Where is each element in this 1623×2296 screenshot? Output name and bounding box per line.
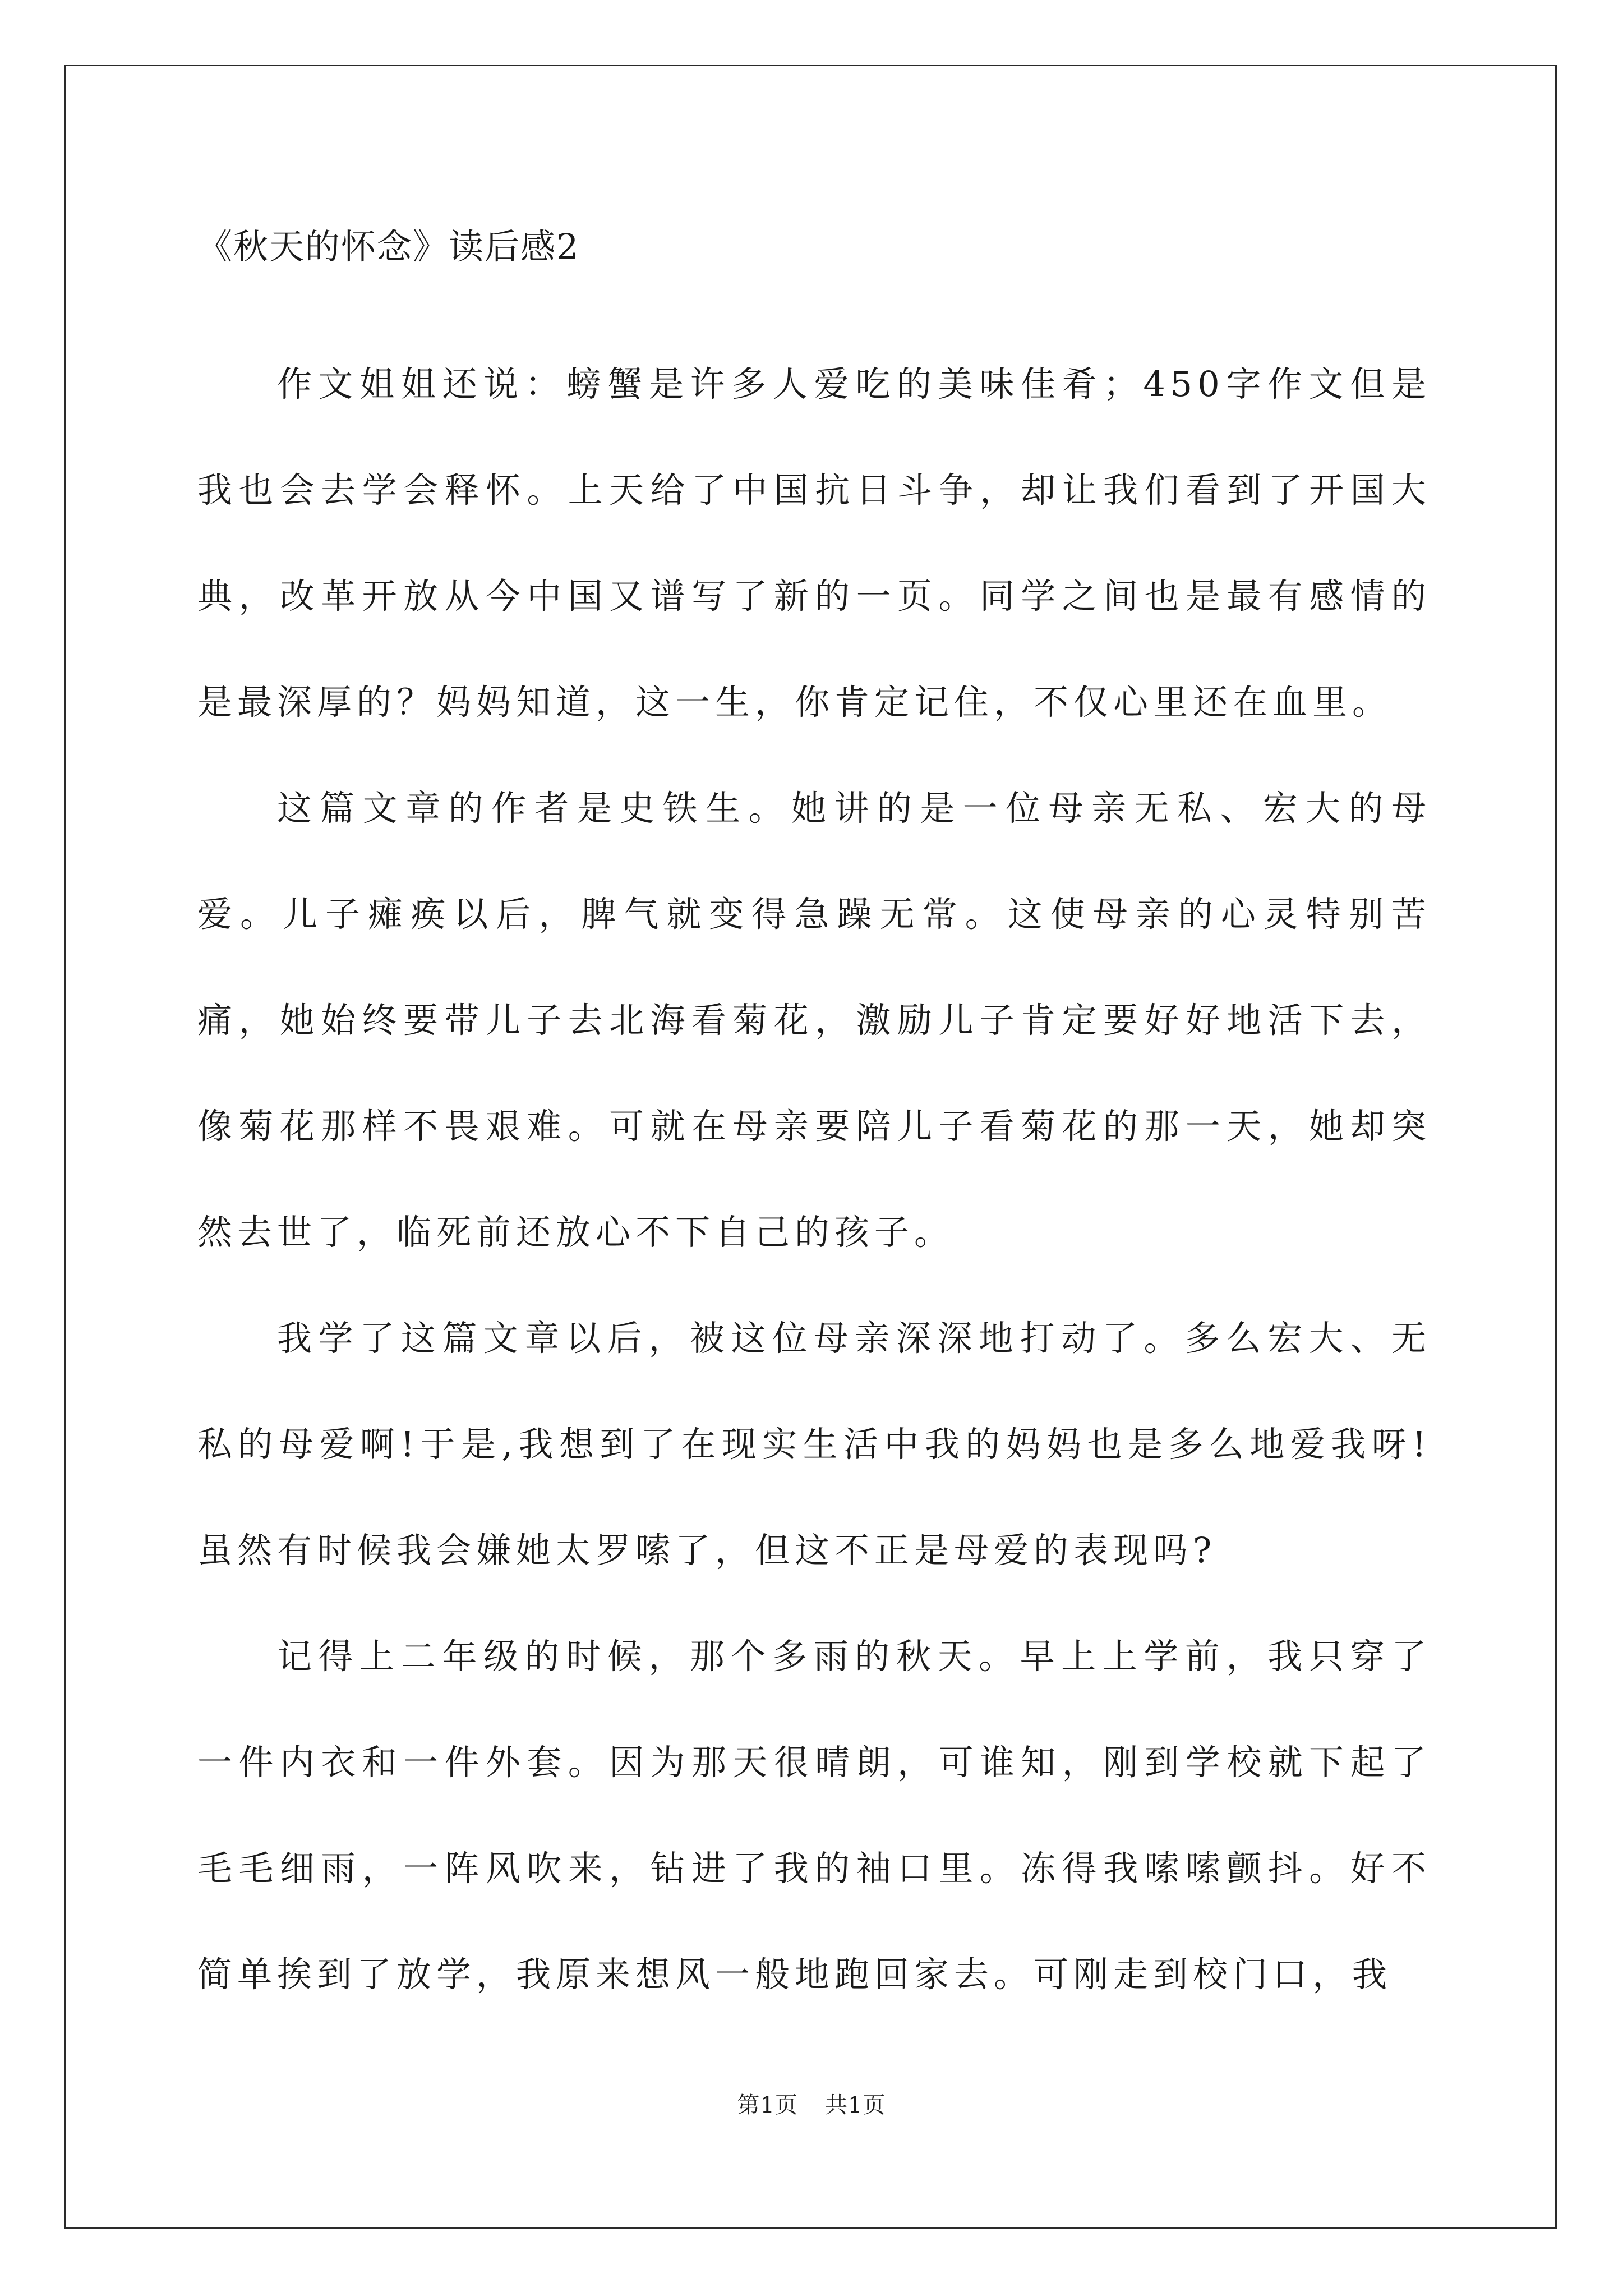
paragraph: 这篇文章的作者是史铁生。她讲的是一位母亲无私、宏大的母爱。儿子瘫痪以后，脾气就变得急躁无常。这使母亲的心灵特别苦痛，她始终要带儿子去北海看菊花，激励儿子肯定要好好地活下去，像菊花那样不畏艰难。可就在母亲要陪儿子看菊花的那一天，她却突然去世了，临死前还放心不下自己的孩子。 bbox=[197, 788, 1431, 1253]
page-number: 第1页 bbox=[737, 2092, 798, 2118]
page-footer bbox=[0, 2091, 1623, 2119]
document-title: 《秋天的怀念》读后感2 bbox=[197, 226, 580, 267]
paragraph: 记得上二年级的时候，那个多雨的秋天。早上上学前，我只穿了一件内衣和一件外套。因为那天很晴朗，可谁知，刚到学校就下起了毛毛细雨，一阵风吹来，钻进了我的袖口里。冻得我嗦嗦颤抖。好不简单挨到了放学，我原来想风一般地跑回家去。可刚走到校门口，我 bbox=[197, 1636, 1431, 1995]
document-body bbox=[197, 331, 1431, 2027]
page-total: 共1页 bbox=[825, 2092, 886, 2118]
paragraph: 我学了这篇文章以后，被这位母亲深深地打动了。多么宏大、无私的母爱啊!于是,我想到了在现实生活中我的妈妈也是多么地爱我呀!虽然有时候我会嫌她太罗嗦了，但这不正是母爱的表现吗? bbox=[197, 1318, 1431, 1571]
paragraph: 作文姐姐还说：螃蟹是许多人爱吃的美味佳肴；450字作文但是我也会去学会释怀。上天给了中国抗日斗争，却让我们看到了开国大典，改革开放从今中国又谱写了新的一页。同学之间也是最有感情的是最深厚的？妈妈知道，这一生，你肯定记住，不仅心里还在血里。 bbox=[197, 364, 1431, 723]
